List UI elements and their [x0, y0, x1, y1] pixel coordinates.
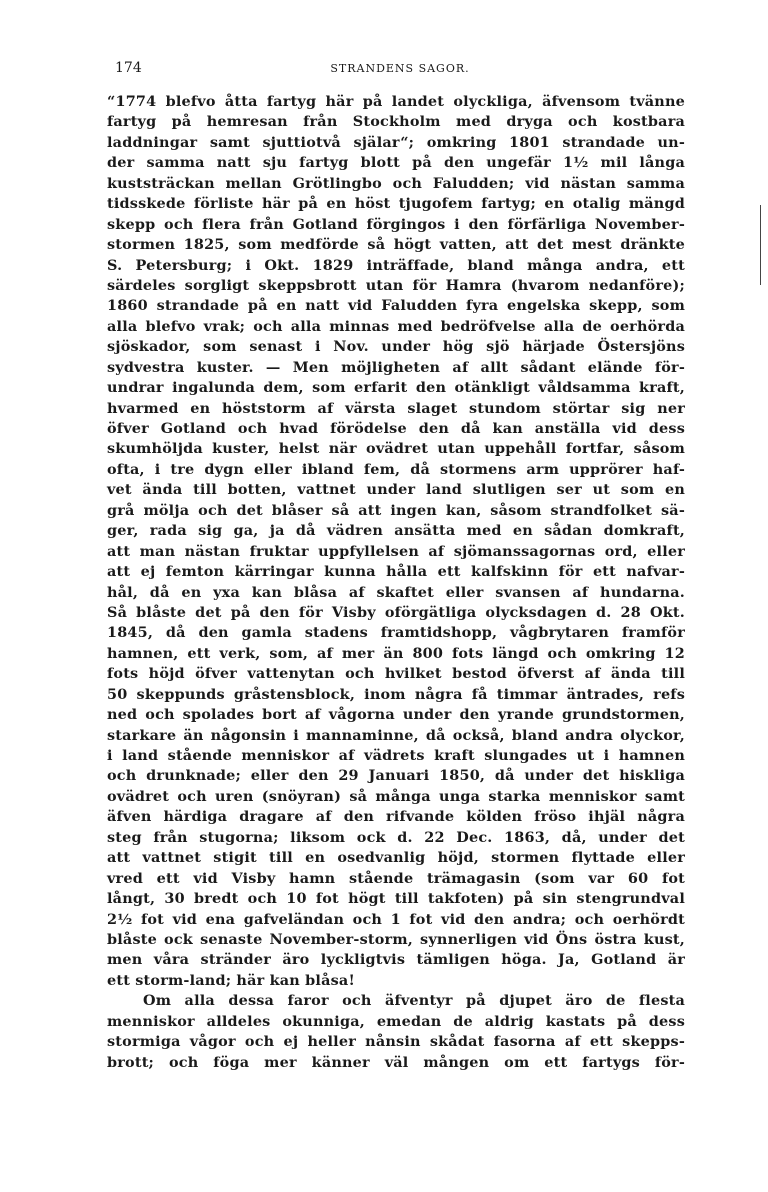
margin-line-mark [760, 205, 761, 285]
running-title: STRANDENS SAGOR. [330, 62, 470, 75]
text-line: fots höjd öfver vattenytan och hvilket bestod öfverst af ända till [107, 665, 685, 683]
text-line: Så blåste det på den för Visby oförgätliga olycksdagen d. 28 Okt. [107, 603, 685, 621]
text-line: starkare än någonsin i mannaminne, då också, bland andra olyckor, [107, 726, 685, 744]
text-line: “1774 blefvo åtta fartyg här på landet olyckliga, äfvensom tvänne [107, 93, 685, 110]
page-header [115, 60, 685, 82]
text-line-paragraph-start: Om alla dessa faror och äfventyr på djupet äro de flesta [143, 992, 685, 1010]
text-line: hamnen, ett verk, som, af mer än 800 fots längd och omkring 12 [107, 644, 685, 662]
text-line: vet ända till botten, vattnet under land slutligen ser ut som en [107, 481, 685, 499]
text-line: tidsskede förliste här på en höst tjugofem fartyg; en otalig mängd [107, 195, 685, 213]
text-line: och drunknade; eller den 29 Januari 1850, då under det hiskliga [107, 767, 685, 785]
text-line: ger, rada sig ga, ja då vädren ansätta med en sådan domkraft, [107, 522, 685, 540]
text-line: laddningar samt sjuttiotvå själar“; omkring 1801 strandade un- [107, 133, 685, 151]
page-number: 174 [115, 60, 142, 76]
text-line: skepp och flera från Gotland förgingos i den förfärliga November- [107, 215, 685, 233]
text-line: der samma natt sju fartyg blott på den ungefär 1½ mil långa [107, 154, 685, 172]
text-line: ned och spolades bort af vågorna under den yrande grundstormen, [107, 706, 685, 724]
text-line: vred ett vid Visby hamn stående trämagasin (som var 60 fot [107, 869, 685, 887]
body-text [107, 92, 685, 1073]
text-line: skumhöljda kuster, helst när ovädret utan uppehåll fortfar, såsom [107, 440, 685, 458]
text-line: ovädret och uren (snöyran) så många unga starka menniskor samt [107, 787, 685, 805]
text-line: sjöskador, som senast i Nov. under hög sjö härjade Östersjöns [107, 338, 685, 356]
text-line: sydvestra kuster. — Men möjligheten af allt sådant elände för- [107, 358, 685, 376]
text-line: ofta, i tre dygn eller ibland fem, då stormens arm upprörer haf- [107, 460, 685, 478]
text-line: hvarmed en höststorm af värsta slaget stundom störtar sig ner [107, 399, 685, 417]
text-line: långt, 30 bredt och 10 fot högt till takfoten) på sin stengrundval [107, 890, 685, 908]
text-line: brott; och föga mer känner väl mången om ett fartygs för- [107, 1053, 685, 1071]
text-line: steg från stugorna; liksom ock d. 22 Dec. 1863, då, under det [107, 828, 685, 846]
text-line: att man nästan fruktar uppfyllelsen af sjömanssagornas ord, eller [107, 542, 685, 560]
text-line: hål, då en yxa kan blåsa af skaftet eller svansen af hundarna. [107, 583, 685, 601]
text-line: menniskor alldeles okunniga, emedan de aldrig kastats på dess [107, 1012, 685, 1030]
text-line: i land stående menniskor af vädrets kraft slungades ut i hamnen [107, 747, 685, 764]
text-line: alla blefvo vrak; och alla minnas med bedröfvelse alla de oerhörda [107, 317, 685, 335]
text-line: öfver Gotland och hvad förödelse den då kan anställa vid dess [107, 420, 685, 437]
text-line: 1860 strandade på en natt vid Faludden fyra engelska skepp, som [107, 297, 685, 315]
text-line: särdeles sorgligt skeppsbrott utan för Hamra (hvarom nedanföre); [107, 276, 685, 294]
text-line: 1845, då den gamla stadens framtidshopp, vågbrytaren framför [107, 624, 685, 642]
text-line: 50 skeppunds gråstensblock, inom några få timmar äntrades, refs [107, 685, 685, 703]
text-line: stormen 1825, som medförde så högt vatten, att det mest dränkte [107, 236, 685, 254]
text-line: 2½ fot vid ena gafveländan och 1 fot vid den andra; och oerhördt [107, 910, 685, 928]
text-line-paragraph-end: ett storm-land; här kan blåsa! [107, 971, 355, 989]
text-line: S. Petersburg; i Okt. 1829 inträffade, bland många andra, ett [107, 256, 685, 274]
text-line: blåste ock senaste November-storm, synnerligen vid Öns östra kust, [107, 930, 685, 948]
text-line: kuststräckan mellan Grötlingbo och Faludden; vid nästan samma [107, 174, 685, 192]
text-line: undrar ingalunda dem, som erfarit den otänkligt våldsamma kraft, [107, 379, 685, 397]
text-line: äfven härdiga dragare af den rifvande kölden fröso ihjäl några [107, 808, 685, 826]
text-line: att ej femton kärringar kunna hålla ett kalfskinn för ett nafvar- [107, 563, 685, 581]
text-line: att vattnet stigit till en osedvanlig höjd, stormen flyttade eller [107, 849, 685, 867]
text-line: stormiga vågor och ej heller nånsin skådat fasorna af ett skepps- [107, 1033, 685, 1051]
text-line: men våra stränder äro lyckligtvis tämligen höga. Ja, Gotland är [107, 951, 685, 969]
text-line: grå mölja och det blåser så att ingen kan, såsom strandfolket sä- [107, 501, 685, 519]
text-line: fartyg på hemresan från Stockholm med dryga och kostbara [107, 113, 685, 131]
